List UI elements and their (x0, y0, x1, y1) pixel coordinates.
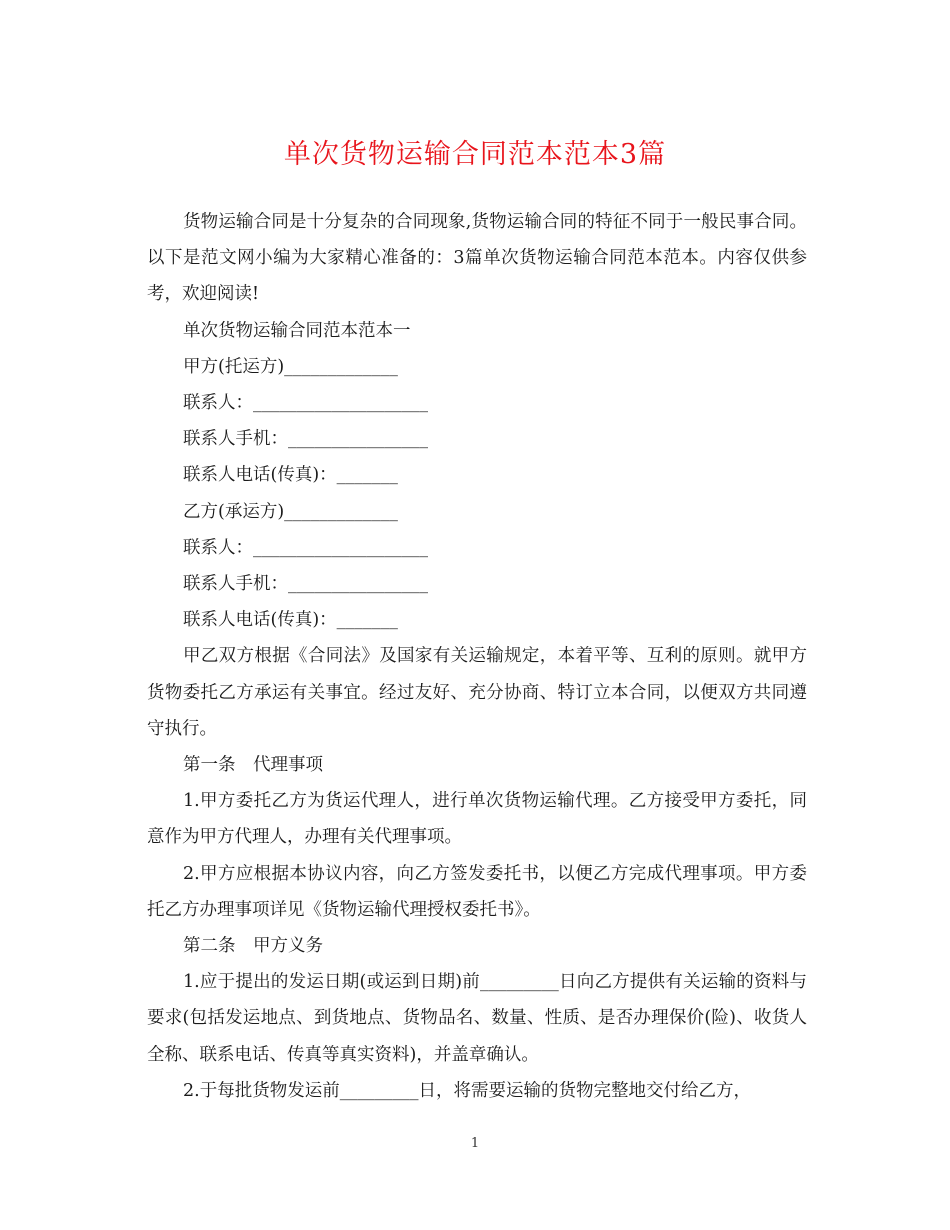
party-b-mobile-line: 联系人手机：________________ (183, 574, 428, 595)
document-title: 单次货物运输合同范本范本3篇 (283, 139, 667, 170)
section-heading: 单次货物运输合同范本范本一 (183, 320, 411, 341)
article-2-item-2: 2.于每批货物发运前_________日，将需要运输的货物完整地交付给乙方， (183, 1080, 751, 1101)
party-a-name-line: 甲方(托运方)_____________ (183, 356, 398, 377)
article-1-item-2: 2.甲方应根据本协议内容，向乙方签发委托书，以便乙方完成代理事项。甲方委托乙方办理事项详见《货物运输代理授权委托书》。 (147, 863, 807, 920)
party-b-name-line: 乙方(承运方)_____________ (183, 501, 398, 522)
article-1-heading: 第一条 代理事项 (183, 755, 323, 776)
document-body (147, 204, 807, 1109)
article-2-heading: 第二条 甲方义务 (183, 936, 323, 957)
party-a-phone-fax-line: 联系人电话(传真)：_______ (183, 465, 398, 486)
preamble-paragraph: 甲乙双方根据《合同法》及国家有关运输规定，本着平等、互利的原则。就甲方货物委托乙方承运有关事宜。经过友好、充分协商、特订立本合同，以便双方共同遵守执行。 (147, 646, 807, 739)
article-1-item-1: 1.甲方委托乙方为货运代理人，进行单次货物运输代理。乙方接受甲方委托，同意作为甲方代理人，办理有关代理事项。 (147, 791, 807, 848)
article-2-item-1: 1.应于提出的发运日期(或运到日期)前_________日向乙方提供有关运输的资料与要求(包括发运地点、到货地点、货物品名、数量、性质、是否办理保价(险)、收货人全称、联系电话、传真等真实资料)，并盖章确认。 (147, 972, 807, 1065)
party-b-phone-fax-line: 联系人电话(传真)：_______ (183, 610, 398, 631)
party-a-contact-line: 联系人：____________________ (183, 393, 428, 414)
page-number: 1 (470, 1136, 480, 1151)
intro-paragraph: 货物运输合同是十分复杂的合同现象,货物运输合同的特征不同于一般民事合同。以下是范文网小编为大家精心准备的：3篇单次货物运输合同范本范本。内容仅供参考，欢迎阅读! (147, 212, 807, 305)
party-b-contact-line: 联系人：____________________ (183, 537, 428, 558)
party-a-mobile-line: 联系人手机：________________ (183, 429, 428, 450)
